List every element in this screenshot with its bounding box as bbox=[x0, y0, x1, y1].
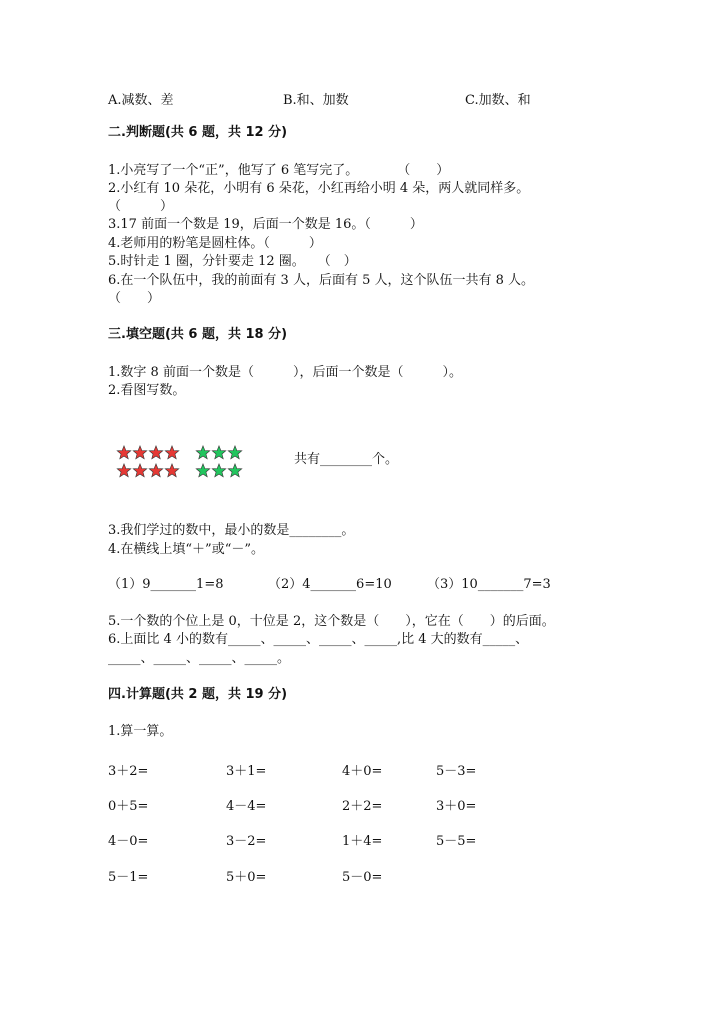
green-star-icon bbox=[196, 446, 210, 459]
fill-q6-line2: _____、_____、_____、_____。 bbox=[108, 651, 291, 666]
calc-item: 2＋2= bbox=[342, 799, 383, 814]
calc-item: 5－3= bbox=[436, 764, 477, 779]
option-b: B.和、加数 bbox=[283, 93, 349, 108]
judgement-q6-bracket: （ ） bbox=[108, 291, 161, 306]
calc-item: 0＋5= bbox=[108, 799, 149, 814]
fill-q1: 1.数字 8 前面一个数是（ ），后面一个数是（ ）。 bbox=[108, 365, 462, 380]
calc-item: 3＋0= bbox=[436, 799, 477, 814]
option-c: C.加数、和 bbox=[465, 93, 531, 108]
green-star-icon bbox=[196, 464, 210, 477]
fill-q6-line1: 6.上面比 4 小的数有_____、_____、_____、_____,比 4 大的数有_____、 bbox=[108, 632, 529, 647]
red-star-icon bbox=[117, 446, 131, 459]
red-star-icon bbox=[133, 464, 147, 477]
fill-q4-item-1: （1）9_______1=8 bbox=[108, 577, 224, 592]
fill-q5: 5.一个数的个位上是 0，十位是 2，这个数是（ ），它在（ ）的后面。 bbox=[108, 614, 555, 629]
calc-item: 4＋0= bbox=[342, 764, 383, 779]
red-star-icon bbox=[149, 464, 163, 477]
red-star-icon bbox=[117, 464, 131, 477]
calc-item: 1＋4= bbox=[342, 834, 383, 849]
fill-q4-item-3: （3）10_______7=3 bbox=[427, 577, 551, 592]
star-count-answer: 共有________个。 bbox=[294, 452, 399, 467]
calc-item: 4－4= bbox=[226, 799, 267, 814]
fill-q2: 2.看图写数。 bbox=[108, 383, 186, 398]
fill-q4: 4.在横线上填“＋”或“－”。 bbox=[108, 542, 264, 557]
section-heading-fill: 三.填空题(共 6 题，共 18 分) bbox=[108, 327, 288, 342]
option-a: A.减数、差 bbox=[108, 93, 174, 108]
red-star-icon bbox=[165, 464, 179, 477]
green-star-icon bbox=[228, 464, 242, 477]
fill-q4-item-2: （2）4_______6=10 bbox=[268, 577, 392, 592]
calc-item: 3＋2= bbox=[108, 764, 149, 779]
judgement-q3: 3.17 前面一个数是 19，后面一个数是 16。（ ） bbox=[108, 217, 423, 232]
calc-item: 3－2= bbox=[226, 834, 267, 849]
green-star-svg bbox=[195, 444, 275, 484]
red-star-icon bbox=[149, 446, 163, 459]
calc-item: 5－1= bbox=[108, 870, 149, 885]
calc-item: 5－0= bbox=[342, 870, 383, 885]
green-star-icon bbox=[228, 446, 242, 459]
red-star-icon bbox=[133, 446, 147, 459]
green-star-icon bbox=[212, 446, 226, 459]
red-star-icon bbox=[165, 446, 179, 459]
section-heading-calc: 四.计算题(共 2 题，共 19 分) bbox=[108, 687, 288, 702]
judgement-q1: 1.小亮写了一个“正”，他写了 6 笔写完了。 （ ） bbox=[108, 163, 450, 178]
fill-q3: 3.我们学过的数中，最小的数是________。 bbox=[108, 523, 355, 538]
judgement-q2: 2.小红有 10 朵花，小明有 6 朵花，小红再给小明 4 朵，两人就同样多。 bbox=[108, 181, 530, 196]
calc-item: 5＋0= bbox=[226, 870, 267, 885]
section-heading-judgement: 二.判断题(共 6 题，共 12 分) bbox=[108, 125, 288, 140]
calc-item: 4－0= bbox=[108, 834, 149, 849]
judgement-q2-bracket: （ ） bbox=[108, 199, 174, 214]
judgement-q5: 5.时针走 1 圈，分针要走 12 圈。 （ ） bbox=[108, 254, 357, 269]
calc-item: 5－5= bbox=[436, 834, 477, 849]
judgement-q4: 4.老师用的粉笔是圆柱体。（ ） bbox=[108, 236, 322, 251]
calc-q1: 1.算一算。 bbox=[108, 724, 173, 739]
green-star-icon bbox=[212, 464, 226, 477]
calc-item: 3＋1= bbox=[226, 764, 267, 779]
judgement-q6: 6.在一个队伍中，我的前面有 3 人，后面有 5 人，这个队伍一共有 8 人。 bbox=[108, 273, 535, 288]
red-star-svg bbox=[116, 444, 196, 484]
